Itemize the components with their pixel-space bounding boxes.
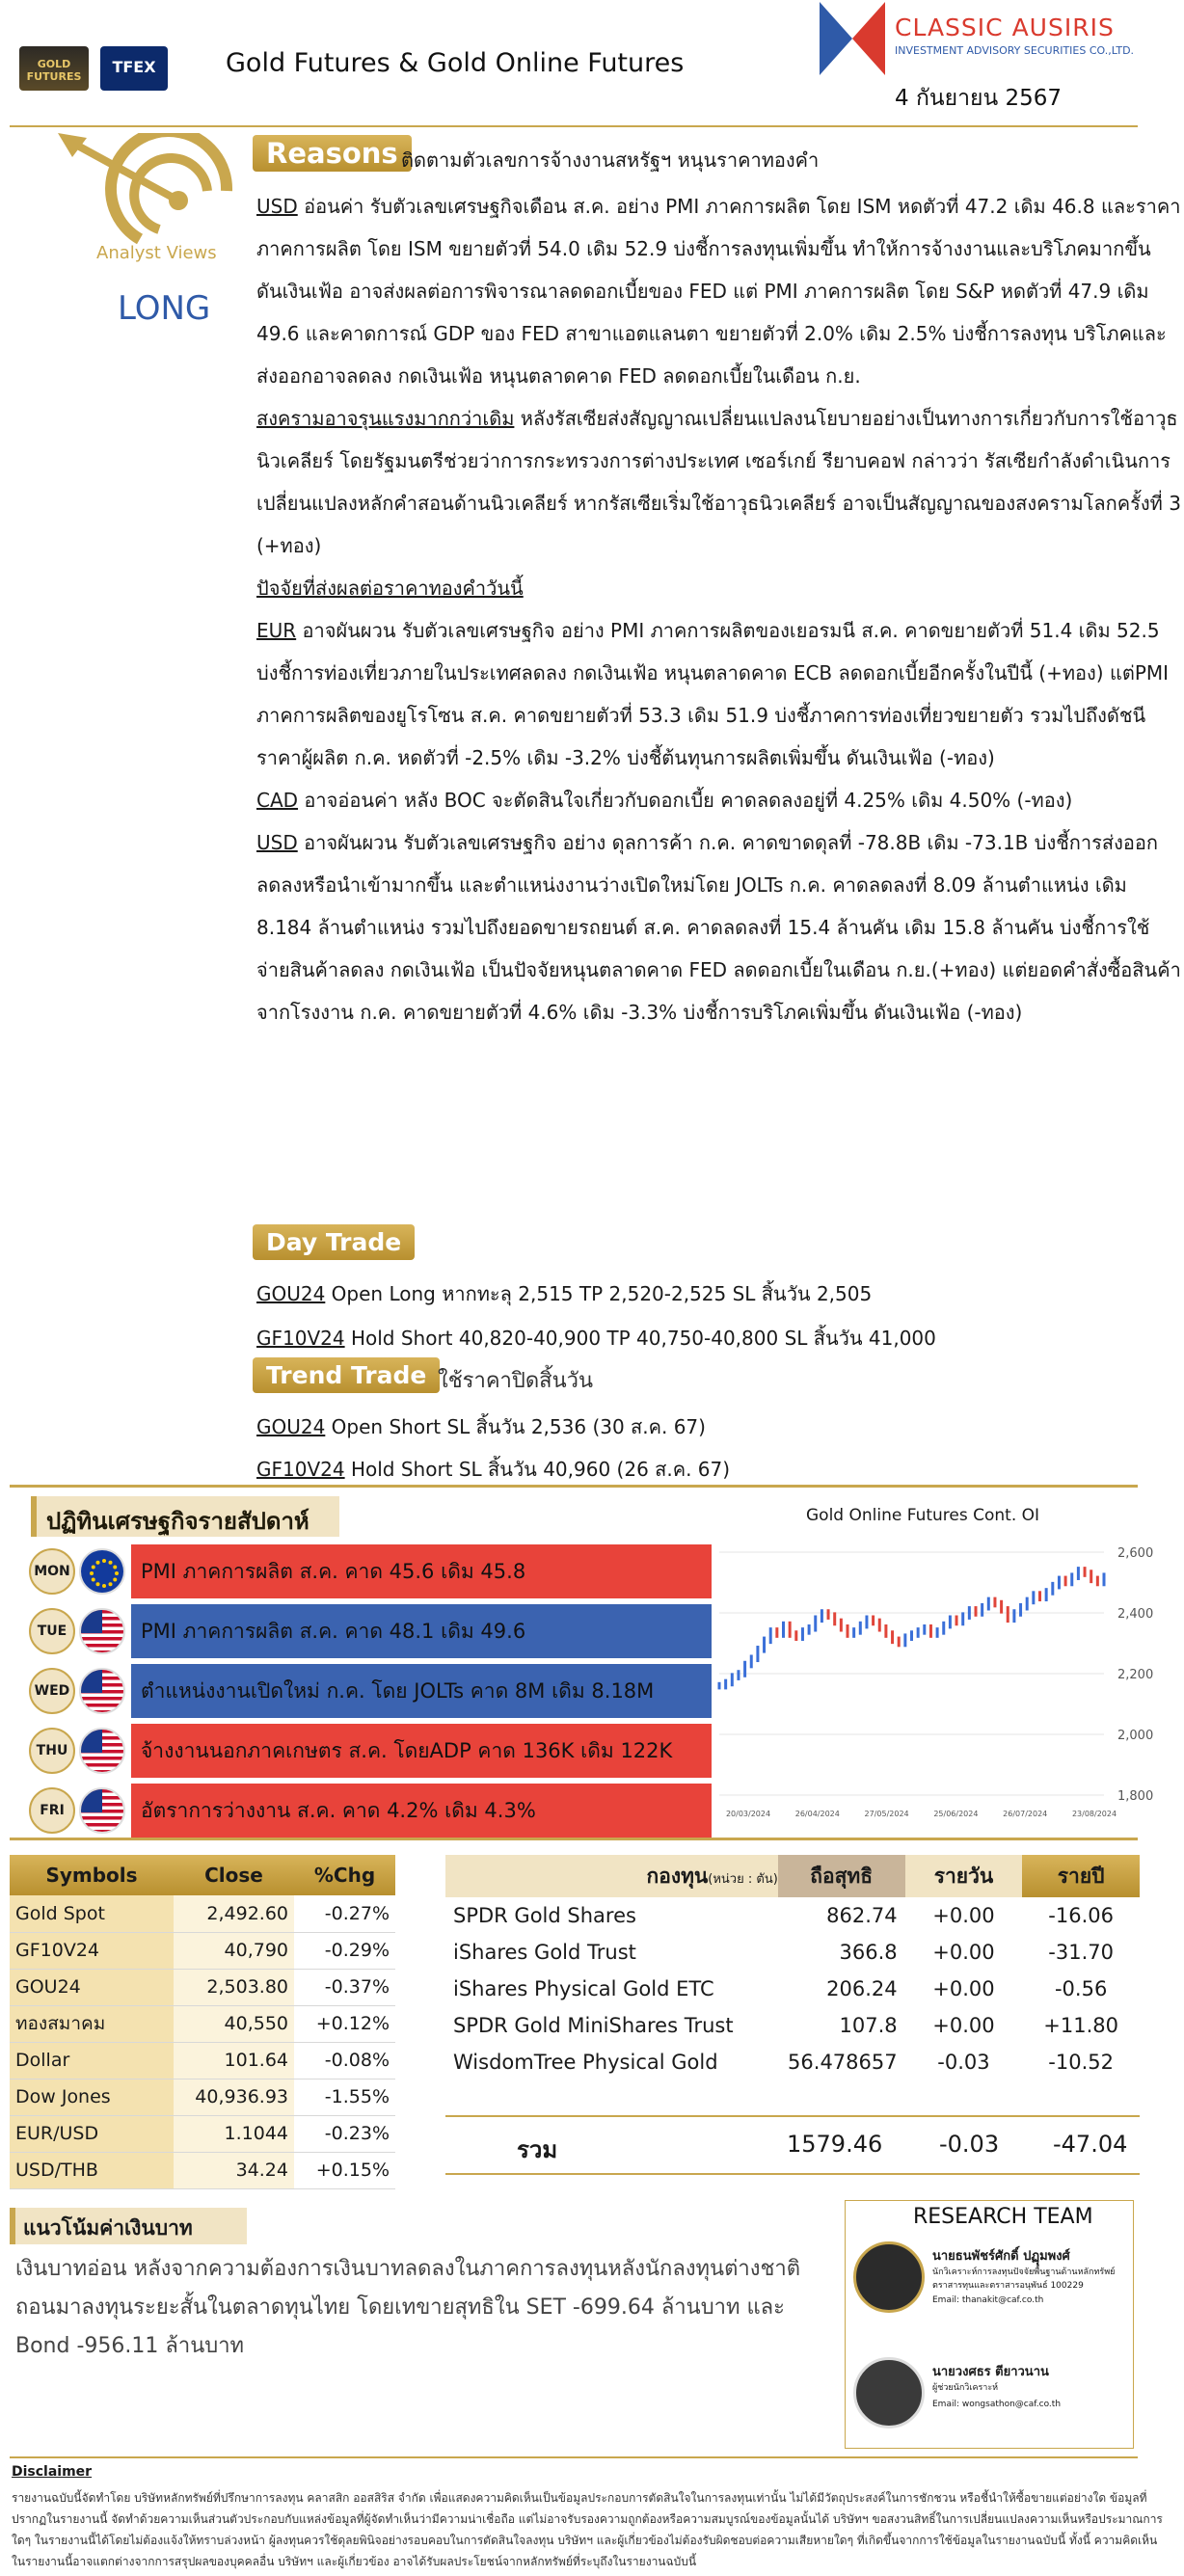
fund-yearly: -31.70 <box>1048 1941 1114 1964</box>
symbol-close: 40,936.93 <box>174 2079 294 2115</box>
fund-daily: +0.00 <box>932 1977 995 2000</box>
avatar-1 <box>853 2241 925 2313</box>
symbol-row <box>10 2005 395 2042</box>
calendar-title: ปฏิทินเศรษฐกิจรายสัปดาห์ <box>31 1496 339 1537</box>
target-dart-icon <box>53 133 236 247</box>
analyst-1-name: นายธนพัชร์ศักดิ์ ปฏุมพงศ์ <box>932 2249 1070 2264</box>
day-label: FRI <box>29 1787 75 1834</box>
fund-name: iShares Gold Trust <box>453 1941 636 1964</box>
symbol-chg: -0.27% <box>294 1895 395 1932</box>
symbol-chg: -1.55% <box>294 2079 395 2115</box>
factors-subheading: ปัจจัยที่ส่งผลต่อราคาทองคำวันนี้ <box>256 577 524 600</box>
fund-row <box>445 2044 1140 2080</box>
total-holding: 1579.46 <box>787 2131 883 2158</box>
analyst-view-long: LONG <box>118 289 211 328</box>
disclaimer-title: Disclaimer <box>12 2464 93 2480</box>
analyst-2-email: Email: wongsathon@caf.co.th <box>932 2400 1062 2409</box>
fund-yearly: -10.52 <box>1048 2051 1114 2074</box>
fund-yearly: +11.80 <box>1043 2014 1118 2037</box>
fund-name: WisdomTree Physical Gold <box>453 2051 718 2074</box>
reasons-tag: Reasons <box>253 135 412 172</box>
x-tick-label: 20/03/2024 <box>725 1810 771 1818</box>
eur-paragraph: EUR อาจผันผวน รับตัวเลขเศรษฐกิจ อย่าง PMI ภาคการผลิตของเยอรมนี ส.ค. คาดขยายตัวที่ 51.4 เดิม 52.5 บ่งชี้การท่องเที่ยวภายในประเทศลดลง กดเงินเฟ้อ หนุนตลาดคาด ECB ลดดอกเบี้ยอีกครั้งในปีนี้ (+ทอง) แต่PMI ภาคการผลิตของยูโรโซน ส.ค. คาดขยายตัวที่ 53.3 เดิม 51.9 บ่งชี้ภาคการท่องเที่ยวขยายตัว รวมไปถึงดัชนีราคาผู้ผลิต ก.ค. หดตัวที่ -2.5% เดิม -3.2% บ่งชี้ต้นทุนการผลิตเพิ่มขึ้น ดันเงินเฟ้อ (-ทอง) <box>256 619 1170 769</box>
symbol-name: ทองสมาคม <box>10 2005 174 2042</box>
fund-holding: 56.478657 <box>788 2051 898 2074</box>
symbol-close: 1.1044 <box>174 2115 294 2152</box>
symbol-row <box>10 2115 395 2152</box>
y-tick-label: 2,000 <box>1117 1729 1154 1743</box>
symbol-chg: -0.29% <box>294 1932 395 1969</box>
symbol-name: Dollar <box>10 2042 174 2079</box>
trend-trade-line-1: GOU24 Open Short SL สิ้นวัน 2,536 (30 ส.ค. 67) <box>256 1415 706 1438</box>
day-label: MON <box>29 1548 75 1595</box>
reasons-body <box>256 185 1182 1033</box>
fund-daily: +0.00 <box>932 1941 995 1964</box>
day-trade-line-2: GF10V24 Hold Short 40,820-40,900 TP 40,750-40,800 SL สิ้นวัน 41,000 <box>256 1327 936 1350</box>
baht-trend-text: เงินบาทอ่อน หลังจากความต้องการเงินบาทลดลงในภาคการลงทุนหลังนักลงทุนต่างชาติถอนมาลงทุนระยะสั้นในตลาดทุนไทย โดยเทขายสุทธิใน SET -699.64 ล้านบาท และ Bond -956.11 ล้านบาท <box>15 2257 801 2358</box>
total-daily: -0.03 <box>939 2131 1000 2158</box>
calendar-event: PMI ภาคการผลิต ส.ค. คาด 45.6 เดิม 45.8 <box>131 1544 712 1598</box>
fund-holding: 107.8 <box>839 2014 898 2037</box>
cad-paragraph: CAD อาจอ่อนค่า หลัง BOC จะตัดสินใจเกี่ยวกับดอกเบี้ย คาดลดลงอยู่ที่ 4.25% เดิม 4.50% (-ทอง) <box>256 789 1073 812</box>
analyst-views-caption: Analyst Views <box>96 243 217 263</box>
analyst-1-email: Email: thanakit@caf.co.th <box>932 2295 1044 2305</box>
symbol-close: 101.64 <box>174 2042 294 2079</box>
x-tick-label: 26/04/2024 <box>794 1810 840 1818</box>
fund-row <box>445 1934 1140 1971</box>
symbol-name: Gold Spot <box>10 1895 174 1932</box>
fund-yearly: -16.06 <box>1048 1904 1114 1927</box>
page-title: Gold Futures & Gold Online Futures <box>226 48 685 78</box>
symbol-chg: -0.23% <box>294 2115 395 2152</box>
calendar-event: PMI ภาคการผลิต ส.ค. คาด 48.1 เดิม 49.6 <box>131 1604 712 1658</box>
day-label: WED <box>29 1668 75 1714</box>
fund-daily: -0.03 <box>937 2051 990 2074</box>
us-flag-icon <box>79 1728 125 1774</box>
y-tick-label: 2,400 <box>1117 1607 1154 1622</box>
reasons-headline: ติดตามตัวเลขการจ้างงานสหรัฐฯ หนุนราคาทองคำ <box>401 148 820 172</box>
baht-trend-tag: แนวโน้มค่าเงินบาท <box>10 2208 247 2244</box>
y-tick-label: 2,200 <box>1117 1668 1154 1682</box>
symbol-row <box>10 2079 395 2115</box>
col-chg: %Chg <box>313 1864 376 1887</box>
fund-row <box>445 2007 1140 2044</box>
calendar-event: อัตราการว่างงาน ส.ค. คาด 4.2% เดิม 4.3% <box>131 1784 712 1838</box>
eu-flag-icon <box>79 1548 125 1595</box>
y-tick-label: 1,800 <box>1117 1789 1154 1804</box>
fund-holding: 366.8 <box>839 1941 898 1964</box>
fund-row <box>445 1971 1140 2007</box>
us-flag-icon <box>79 1668 125 1714</box>
classic-ausiris-logo-icon <box>820 2 885 75</box>
analyst-2-role: ผู้ช่วยนักวิเคราะห์ <box>932 2383 999 2393</box>
brand-name: CLASSIC AUSIRIS <box>895 13 1115 41</box>
calendar-event: จ้างงานนอกภาคเกษตร ส.ค. โดยADP คาด 136K เดิม 122K <box>131 1724 712 1778</box>
col-net-holding: ถือสุทธิ <box>778 1855 905 1897</box>
symbol-name: EUR/USD <box>10 2115 174 2152</box>
symbol-close: 2,503.80 <box>174 1969 294 2005</box>
symbol-chg: +0.12% <box>294 2005 395 2042</box>
section-divider-2 <box>10 1838 1138 1840</box>
research-team-box <box>845 2200 1134 2449</box>
symbol-row <box>10 2042 395 2079</box>
fund-name: iShares Physical Gold ETC <box>453 1977 714 2000</box>
x-tick-label: 23/08/2024 <box>1071 1810 1117 1818</box>
funds-table <box>445 1855 1140 2080</box>
tfex-logo: TFEX <box>100 46 168 91</box>
col-daily: รายวัน <box>905 1855 1023 1897</box>
trend-trade-line-2: GF10V24 Hold Short SL สิ้นวัน 40,960 (26 ส.ค. 67) <box>256 1458 731 1481</box>
day-label: THU <box>29 1728 75 1774</box>
col-yearly: รายปี <box>1022 1855 1140 1897</box>
analyst-1-role: นักวิเคราะห์การลงทุนปัจจัยพื้นฐานด้านหลักทรัพย์ <box>932 2267 1116 2277</box>
y-tick-label: 2,600 <box>1117 1546 1154 1561</box>
fund-name: SPDR Gold MiniShares Trust <box>453 2014 734 2037</box>
fund-header: กองทุน(หน่วย : ตัน) <box>445 1855 778 1897</box>
symbol-close: 34.24 <box>174 2152 294 2188</box>
chart-title: Gold Online Futures Cont. OI <box>806 1506 1040 1525</box>
disclaimer-text: รายงานฉบับนี้จัดทำโดย บริษัทหลักทรัพย์ที่ปรึกษาการลงทุน คลาสสิก ออสสิริส จำกัด เพื่อแสดงความคิดเห็นเป็นข้อมูลประกอบการตัดสินใจในการลงทุนเท่านั้น ไม่ได้มีวัตถุประสงค์ในการชักชวน หรือชี้นำให้ซื้อขายแต่อย่างใด ข้อมูลที่ปรากฏในรายงานนี้ จัดทำด้วยความเห็นส่วนตัวประกอบกับแหล่งข้อมูลที่ผู้จัดทำเห็นว่ามีความน่าเชื่อถือ แต่ไม่อาจรับรองความถูกต้องหรือความสมบูรณ์ของข้อมูลนั้นได้ บริษัทฯ ขอสงวนสิทธิ์ในการเปลี่ยนแปลงความเห็นหรือประมาณการใดๆ ในรายงานนี้ได้โดยไม่ต้องแจ้งให้ทราบล่วงหน้า ผู้ลงทุนควรใช้ดุลยพินิจอย่างรอบคอบในการตัดสินใจลงทุน บริษัทฯ และผู้เกี่ยวข้องไม่ต้องรับผิดชอบต่อความเสียหายใดๆ ที่เกิดขึ้นจากการใช้ข้อมูลในรายงานฉบับนี้ ทั้งนี้ ความคิดเห็นในรายงานนี้อาจแตกต่างจากการสรุปผลของบุคคลอื่น บริษัทฯ และผู้เกี่ยวข้อง อาจได้รับผลประโยชน์จากหลักทรัพย์ที่ระบุถึงในรายงานฉบับนี้ <box>12 2491 1163 2568</box>
symbol-chg: -0.08% <box>294 2042 395 2079</box>
day-trade-line-1: GOU24 Open Long หากทะลุ 2,515 TP 2,520-2,525 SL สิ้นวัน 2,505 <box>256 1282 873 1305</box>
section-divider-1 <box>10 1485 1138 1488</box>
analyst-2-name: นายวงศธร ตียาวนาน <box>932 2365 1049 2379</box>
calendar-event: ตำแหน่งงานเปิดใหม่ ก.ค. โดย JOLTs คาด 8M เดิม 8.18M <box>131 1664 712 1718</box>
gold-oi-chart <box>713 1541 1167 1830</box>
fund-holding: 862.74 <box>826 1904 898 1927</box>
brand-subtitle: INVESTMENT ADVISORY SECURITIES CO.,LTD. <box>895 44 1135 57</box>
symbol-row <box>10 1969 395 2005</box>
symbol-close: 2,492.60 <box>174 1895 294 1932</box>
x-tick-label: 27/05/2024 <box>864 1810 909 1818</box>
analyst-1-sub: ตราสารทุนและตราสารอนุพันธ์ 100229 <box>932 2281 1084 2291</box>
symbol-row <box>10 1895 395 1932</box>
col-close: Close <box>204 1864 263 1887</box>
symbol-chg: -0.37% <box>294 1969 395 2005</box>
fund-daily: +0.00 <box>932 1904 995 1927</box>
col-symbols: Symbols <box>45 1864 138 1887</box>
fund-row <box>445 1897 1140 1934</box>
usd-paragraph: USD อ่อนค่า รับตัวเลขเศรษฐกิจเดือน ส.ค. อย่าง PMI ภาคการผลิต โดย ISM หดตัวที่ 47.2 เดิม 46.8 และราคาภาคการผลิต โดย ISM ขยายตัวที่ 54.0 เดิม 52.9 บ่งชี้การลงทุนเพิ่มขึ้น ทำให้การจ้างงานและบริโภคมากขึ้น ดันเงินเฟ้อ อาจส่งผลต่อการพิจารณาลดดอกเบี้ยของ FED แต่ PMI ภาคการผลิต โดย S&P หดตัวที่ 47.9 เดิม 49.6 และคาดการณ์ GDP ของ FED สาขาแอตแลนตา ขยายตัวที่ 2.0% เดิม 2.5% บ่งชี้การลงทุน บริโภคและส่งออกอาจลดลง กดเงินเฟ้อ หนุนตลาดคาด FED ลดดอกเบี้ยในเดือน ก.ย. <box>256 195 1181 388</box>
total-yearly: -47.04 <box>1053 2131 1128 2158</box>
total-label: รวม <box>517 2136 558 2163</box>
funds-total-row <box>445 2115 1140 2175</box>
day-label: TUE <box>29 1608 75 1654</box>
fund-holding: 206.24 <box>826 1977 898 2000</box>
symbol-row <box>10 1932 395 1969</box>
symbol-close: 40,550 <box>174 2005 294 2042</box>
symbol-name: GF10V24 <box>10 1932 174 1969</box>
fund-name: SPDR Gold Shares <box>453 1904 636 1927</box>
header-divider <box>10 125 1138 127</box>
symbol-name: Dow Jones <box>10 2079 174 2115</box>
usd2-paragraph: USD อาจผันผวน รับตัวเลขเศรษฐกิจ อย่าง ดุลการค้า ก.ค. คาดขาดดุลที่ -78.8B เดิม -73.1B บ่งชี้การส่งออกลดลงหรือนำเข้ามากขึ้น และตำแหน่งงานว่างเปิดใหม่โดย JOLTs ก.ค. คาดลดลงที่ 8.09 ล้านตำแหน่ง เดิม 8.184 ล้านตำแหน่ง รวมไปถึงยอดขายรถยนต์ ส.ค. คาดลดลงที่ 15.4 ล้านคัน เดิม 15.8 ล้านคัน บ่งชี้การใช้จ่ายสินค้าลดลง กดเงินเฟ้อ เป็นปัจจัยหนุนตลาดคาด FED ลดดอกเบี้ยในเดือน ก.ย.(+ทอง) แต่ยอดคำสั่งซื้อสินค้าจากโรงงาน ก.ค. คาดขยายตัวที่ 4.6% เดิม -3.3% บ่งชี้การบริโภคเพิ่มขึ้น ดันเงินเฟ้อ (-ทอง) <box>256 831 1181 1024</box>
x-tick-label: 26/07/2024 <box>1003 1810 1048 1818</box>
us-flag-icon <box>79 1787 125 1834</box>
symbol-chg: +0.15% <box>294 2152 395 2188</box>
symbol-name: USD/THB <box>10 2152 174 2188</box>
fund-daily: +0.00 <box>932 2014 995 2037</box>
x-tick-label: 25/06/2024 <box>933 1810 979 1818</box>
research-team-title: RESEARCH TEAM <box>913 2205 1093 2229</box>
symbol-name: GOU24 <box>10 1969 174 2005</box>
symbols-table <box>10 1855 395 2189</box>
footer-divider <box>10 2456 1138 2458</box>
day-trade-tag: Day Trade <box>253 1224 415 1260</box>
symbol-close: 40,790 <box>174 1932 294 1969</box>
gold-futures-logo: GOLD FUTURES <box>19 46 89 91</box>
fund-yearly: -0.56 <box>1054 1977 1108 2000</box>
trend-trade-tag: Trend Trade <box>253 1357 440 1393</box>
war-paragraph: สงครามอาจรุนแรงมากกว่าเดิม หลังรัสเซียส่งสัญญาณเปลี่ยนแปลงนโยบายอย่างเป็นทางการเกี่ยวกับการใช้อาวุธนิวเคลียร์ โดยรัฐมนตรีช่วยว่าการกระทรวงการต่างประเทศ เซอร์เกย์ รียาบคอฟ กล่าวว่า รัสเซียกำลังดำเนินการเปลี่ยนแปลงหลักคำสอนด้านนิวเคลียร์ หากรัสเซียเริ่มใช้อาวุธนิวเคลียร์ อาจเป็นสัญญาณของสงครามโลกครั้งที่ 3 (+ทอง) <box>256 407 1181 557</box>
report-date: 4 กันยายน 2567 <box>895 86 1063 111</box>
trend-trade-note: ใช้ราคาปิดสิ้นวัน <box>438 1369 594 1393</box>
symbol-row <box>10 2152 395 2188</box>
us-flag-icon <box>79 1608 125 1654</box>
avatar-2 <box>853 2357 925 2428</box>
